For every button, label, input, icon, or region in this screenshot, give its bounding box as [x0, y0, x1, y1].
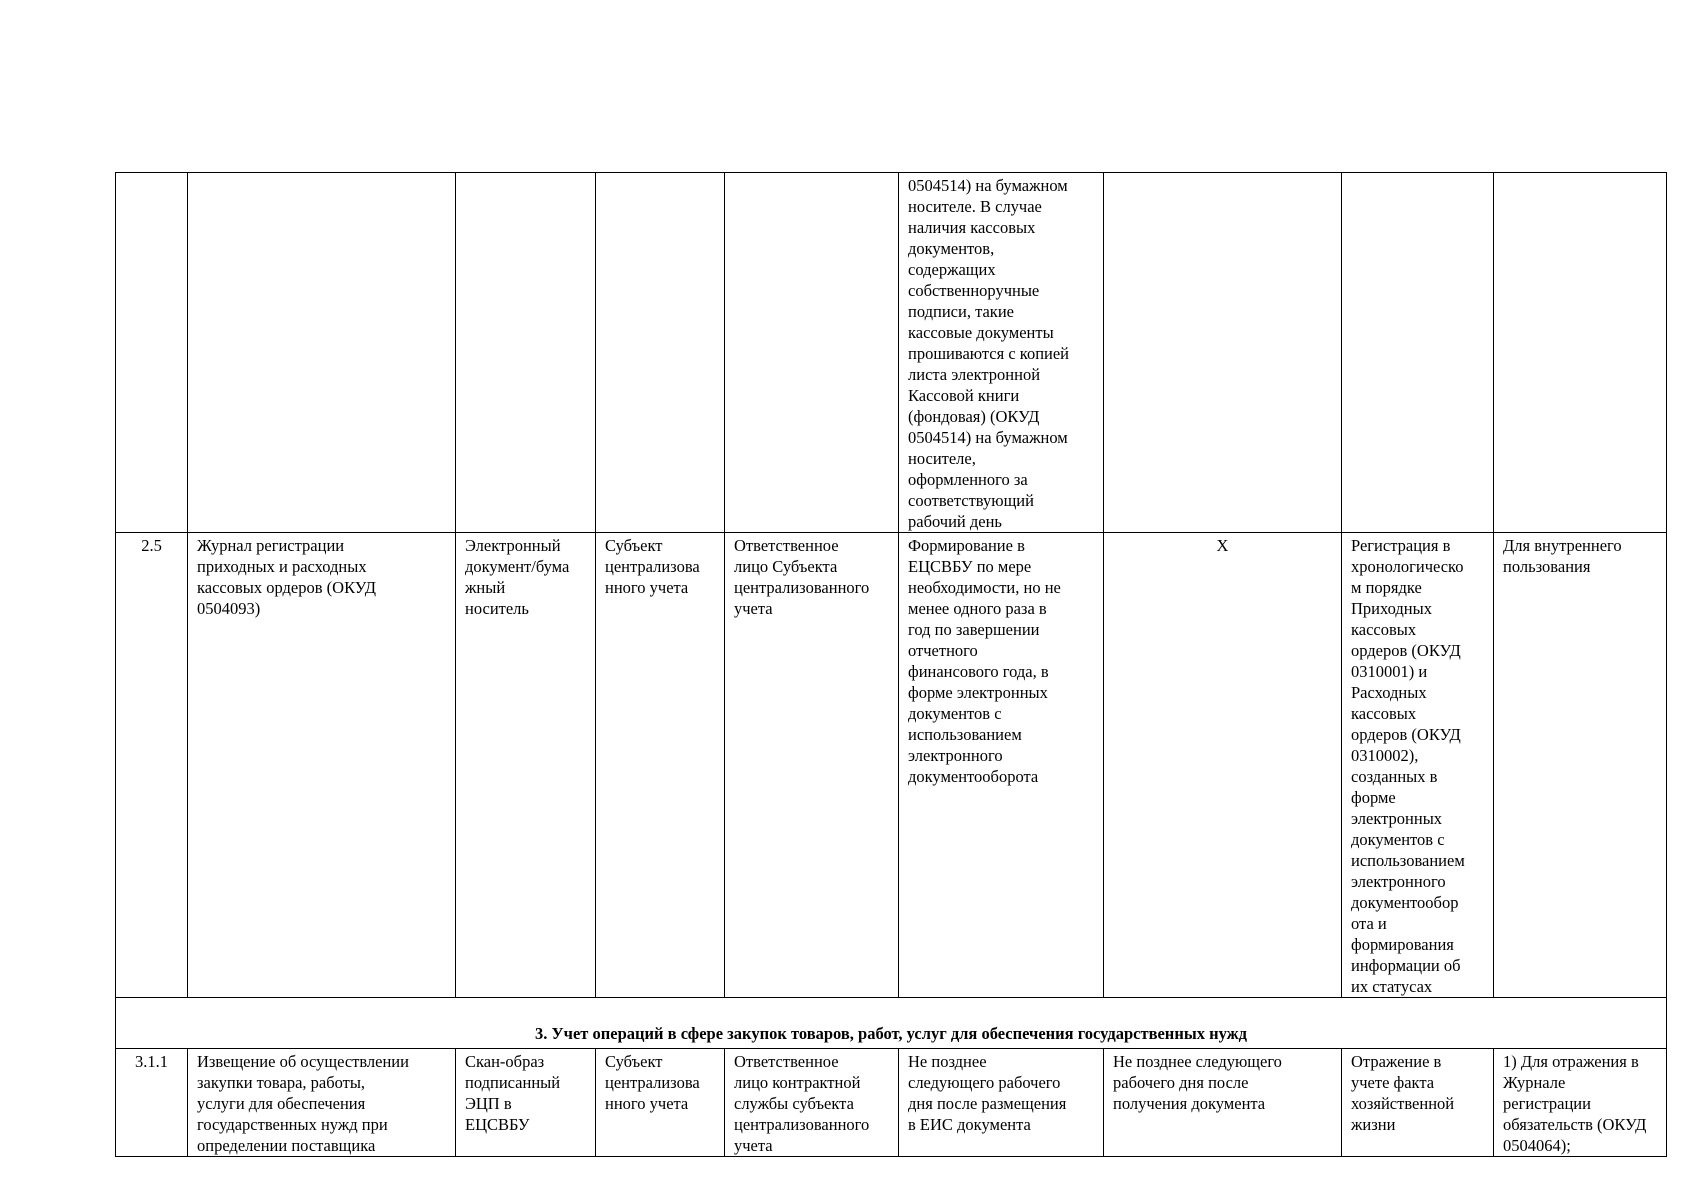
- table-row-3-1-1: [116, 1049, 1667, 1157]
- section-title: 3. Учет операций в сфере закупок товаров, работ, услуг для обеспечения государственных нужд: [116, 998, 1667, 1049]
- cell-number: [116, 173, 188, 533]
- cell-responsible: Ответственное лицо Субъекта централизованного учета: [725, 533, 899, 998]
- cell-composer: Субъект централизова нного учета: [596, 1049, 725, 1157]
- cell-purpose: Регистрация в хронологическо м порядке Приходных кассовых ордеров (ОКУД 0310001) и Расходных кассовых ордеров (ОКУД 0310002), созданных в форме электронных документов с использованием электронного документообор ота и формирования информации об их статусах: [1342, 533, 1494, 998]
- section-heading-row: [116, 998, 1667, 1049]
- cell-note: 1) Для отражения в Журнале регистрации обязательств (ОКУД 0504064);: [1494, 1049, 1667, 1157]
- cell-purpose: Отражение в учете факта хозяйственной жизни: [1342, 1049, 1494, 1157]
- cell-composer: [596, 173, 725, 533]
- cell-document-name: [188, 173, 456, 533]
- cell-timing: Не позднее следующего рабочего дня после размещения в ЕИС документа: [899, 1049, 1104, 1157]
- cell-document-name: Извещение об осуществлении закупки товара, работы, услуги для обеспечения государственных нужд при определении поставщика: [188, 1049, 456, 1157]
- table-row-2-5: [116, 533, 1667, 998]
- cell-transfer: [1104, 173, 1342, 533]
- cell-note: [1494, 173, 1667, 533]
- cell-composer: Субъект централизова нного учета: [596, 533, 725, 998]
- cell-transfer: X: [1104, 533, 1342, 998]
- cell-format: [456, 173, 596, 533]
- document-table: [115, 172, 1667, 1157]
- cell-note: Для внутреннего пользования: [1494, 533, 1667, 998]
- cell-format: Электронный документ/бума жный носитель: [456, 533, 596, 998]
- cell-responsible: Ответственное лицо контрактной службы субъекта централизованного учета: [725, 1049, 899, 1157]
- cell-format: Скан-образ подписанный ЭЦП в ЕЦСВБУ: [456, 1049, 596, 1157]
- cell-purpose: [1342, 173, 1494, 533]
- cell-document-name: Журнал регистрации приходных и расходных кассовых ордеров (ОКУД 0504093): [188, 533, 456, 998]
- cell-number: 3.1.1: [116, 1049, 188, 1157]
- cell-transfer: Не позднее следующего рабочего дня после получения документа: [1104, 1049, 1342, 1157]
- cell-timing: Формирование в ЕЦСВБУ по мере необходимости, но не менее одного раза в год по завершении отчетного финансового года, в форме электронных документов с использованием электронного документооборота: [899, 533, 1104, 998]
- table-row-continuation: [116, 173, 1667, 533]
- cell-timing: 0504514) на бумажном носителе. В случае наличия кассовых документов, содержащих собственноручные подписи, такие кассовые документы прошиваются с копией листа электронной Кассовой книги (фондовая) (ОКУД 0504514) на бумажном носителе, оформленного за соответствующий рабочий день: [899, 173, 1104, 533]
- cell-responsible: [725, 173, 899, 533]
- cell-number: 2.5: [116, 533, 188, 998]
